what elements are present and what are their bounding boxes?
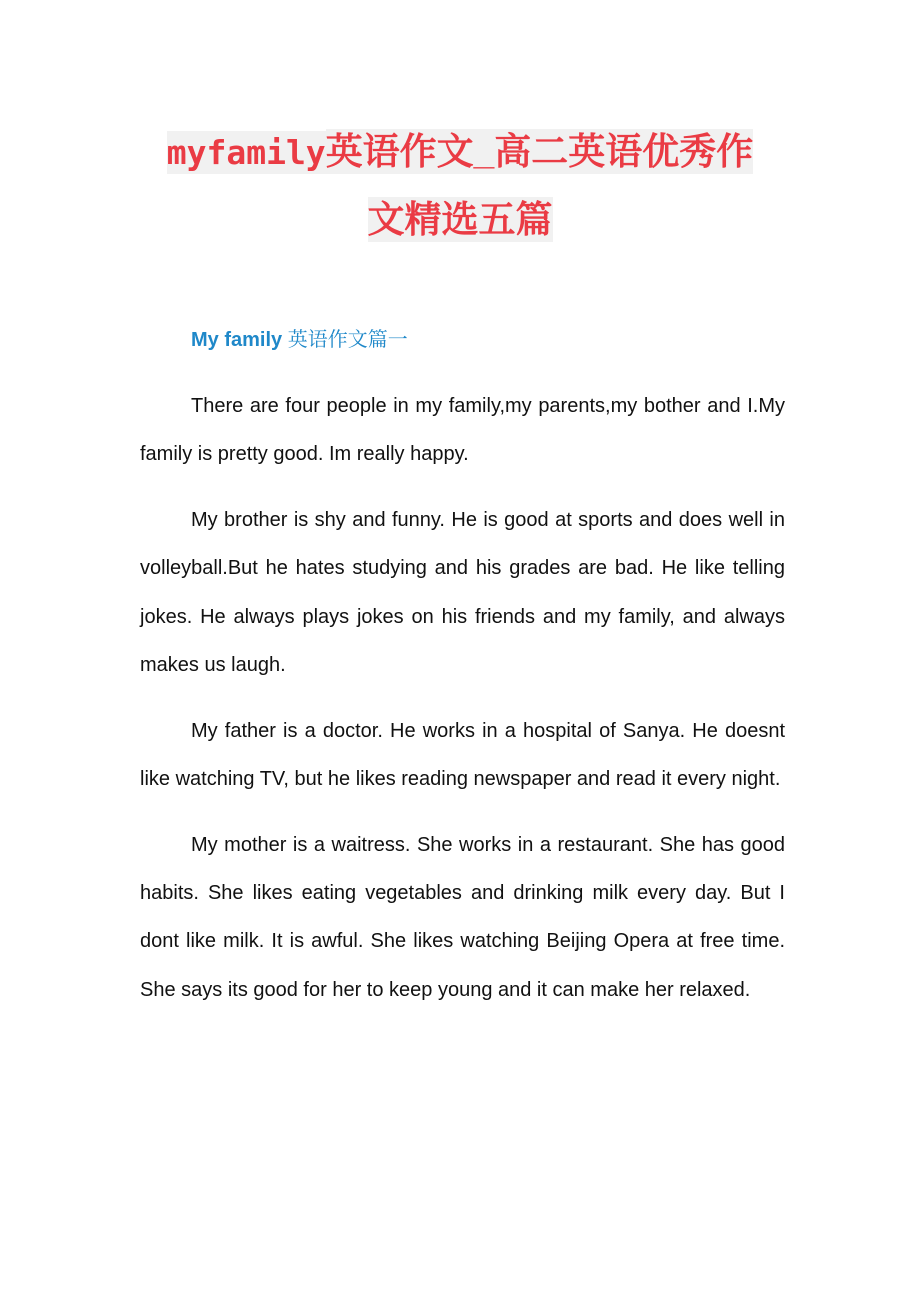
- section-heading-chinese: 英语作文篇一: [287, 329, 408, 351]
- document-title: [140, 118, 780, 253]
- title-latin: myfamily: [166, 133, 326, 172]
- paragraph: My brother is shy and funny. He is good at sports and does well in volleyball.But he hates studying and his grades are bad. He like telling jokes. He always plays jokes on his friends and my family, and always makes us laugh.: [140, 509, 785, 676]
- title-chinese-line2: 文精选五篇: [367, 199, 553, 240]
- paragraph: My mother is a waitress. She works in a restaurant. She has good habits. She likes eating vegetables and drinking milk every day. But I dont like milk. It is awful. She likes watching Beijing Opera at free time. She says its good for her to keep young and it can make her relaxed.: [140, 833, 785, 1001]
- paragraph: There are four people in my family,my parents,my bother and I.My family is pretty good. Im really happy.: [140, 395, 785, 466]
- title-chinese-line1: 英语作文_高二英语优秀作: [325, 131, 754, 172]
- section-heading: [191, 326, 408, 354]
- section-heading-latin: My family: [191, 329, 283, 351]
- essay-body: [140, 382, 785, 1032]
- paragraph: My father is a doctor. He works in a hospital of Sanya. He doesnt like watching TV, but he likes reading newspaper and read it every night.: [140, 719, 785, 791]
